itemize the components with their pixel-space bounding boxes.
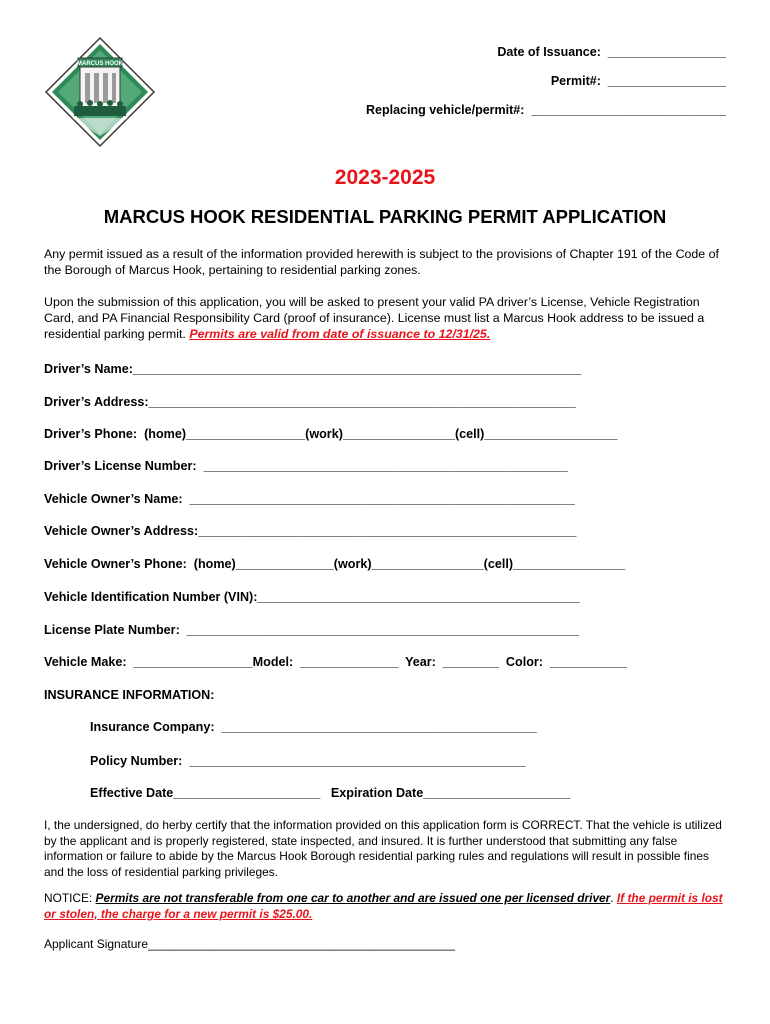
applicant-signature-field[interactable]: Applicant Signature______________________________________________ <box>44 937 456 951</box>
insurance-heading: INSURANCE INFORMATION: <box>44 688 215 702</box>
submission-text: Upon the submission of this application, you will be asked to present your valid PA driver’s License, Vehicle Registration Card, and PA Financial Responsibility Card (proof of insurance). License must list a Marcus Hook address to be issued a residential parking permit. <box>44 295 705 341</box>
notice-paragraph <box>44 891 728 922</box>
notice-label: NOTICE: <box>44 891 96 905</box>
notice-period: . <box>610 891 617 905</box>
vin-field[interactable]: Vehicle Identification Number (VIN):______________________________________________ <box>44 590 580 604</box>
borough-seal-logo <box>44 36 156 148</box>
drivers-address-field[interactable]: Driver’s Address:_____________________________________________________________ <box>44 395 576 409</box>
insurance-dates-field[interactable]: Effective Date_____________________ Expiration Date_____________________ <box>90 786 571 800</box>
policy-number-field[interactable]: Policy Number: ________________________________________________ <box>90 754 526 768</box>
issuance-info <box>366 38 726 125</box>
owner-phone-field[interactable]: Vehicle Owner’s Phone: (home)______________(work)________________(cell)________________ <box>44 557 626 571</box>
transfer-notice: Permits are not transferable from one car to another and are issued one per licensed driver <box>95 891 611 905</box>
vehicle-make-model-field[interactable]: Vehicle Make: _________________Model: ______________ Year: ________ Color: ___________ <box>44 655 628 669</box>
insurance-company-field[interactable]: Insurance Company: _____________________________________________ <box>90 720 537 734</box>
owner-name-field[interactable]: Vehicle Owner’s Name: _______________________________________________________ <box>44 492 575 506</box>
license-plate-field[interactable]: License Plate Number: ________________________________________________________ <box>44 623 580 637</box>
drivers-name-field[interactable]: Driver’s Name:________________________________________________________________ <box>44 362 582 376</box>
drivers-license-field[interactable]: Driver’s License Number: ____________________________________________________ <box>44 459 568 473</box>
lost-permit-notice: If the permit is lost or stolen, the charge for a new permit is $25.00. <box>44 891 723 921</box>
permit-number-field[interactable]: Permit#: _________________ <box>550 74 726 88</box>
intro-paragraph: Any permit issued as a result of the information provided herewith is subject to the provisions of Chapter 191 of the Code of the Borough of Marcus Hook, pertaining to residential parking zones. <box>44 247 719 277</box>
logo-text: MARCUS HOOK <box>77 61 123 67</box>
permit-years: 2023-2025 <box>334 166 436 189</box>
drivers-phone-field[interactable]: Driver’s Phone: (home)_________________(work)________________(cell)___________________ <box>44 427 618 441</box>
replacing-vehicle-field[interactable]: Replacing vehicle/permit#: ____________________________ <box>366 103 726 117</box>
certification-paragraph: I, the undersigned, do herby certify that the information provided on this application form is CORRECT. That the vehicle is utilized by the applicant and is properly registered, state inspected, and insured. It is further understood that submitting any false information or failure to abide by the Marcus Hook Borough residential parking rules and regulations will result in possible fines and the loss of residential parking privileges. <box>44 818 722 879</box>
date-of-issuance-field[interactable]: Date of Issuance: _________________ <box>497 45 726 59</box>
validity-notice: Permits are valid from date of issuance to 12/31/25. <box>189 327 491 341</box>
form-title: MARCUS HOOK RESIDENTIAL PARKING PERMIT APPLICATION <box>103 206 667 227</box>
submission-paragraph <box>44 294 728 342</box>
owner-address-field[interactable]: Vehicle Owner’s Address:______________________________________________________ <box>44 524 577 538</box>
